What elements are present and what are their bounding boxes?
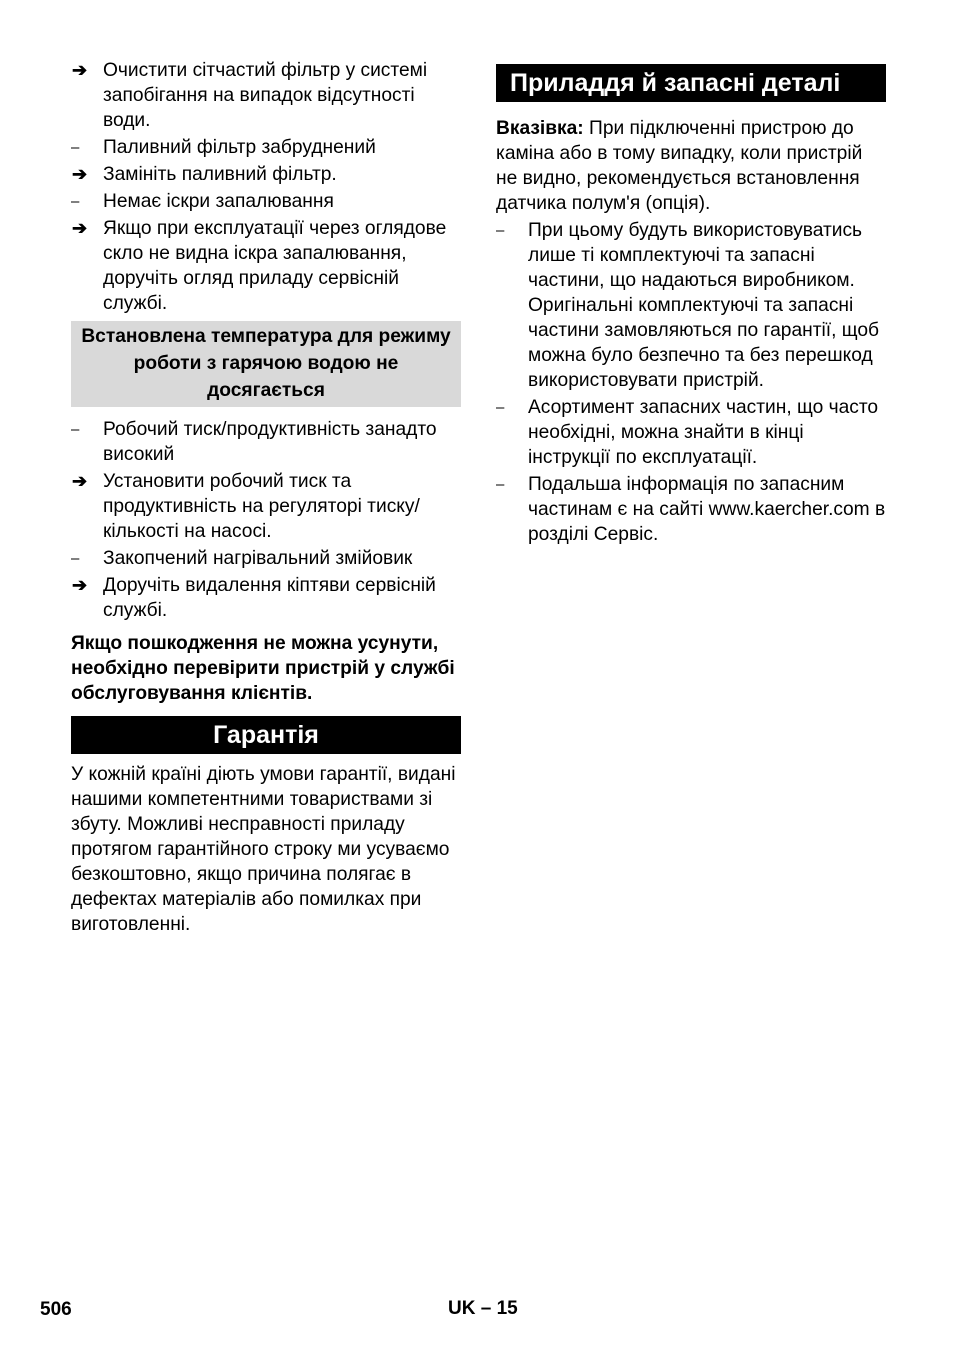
- warranty-text: У кожній країні діють умови гарантії, видані нашими компетентними товариствами зі збуту. Можливі несправності приладу протягом гарантійного строку ми усуваємо безкоштовно, якщо причина полягає в дефектах матеріалів або помилках при виготовленні.: [71, 764, 456, 935]
- dash-bullet-icon: –: [71, 550, 80, 567]
- list-item-text: Установити робочий тиск та продуктивність на регуляторі тиску/кількості на насосі.: [103, 471, 420, 542]
- list-item: [496, 395, 886, 470]
- dash-bullet-icon: –: [496, 399, 505, 416]
- dash-bullet-icon: –: [71, 421, 80, 438]
- list-item: [71, 573, 461, 623]
- arrow-right-icon: ➔: [72, 575, 88, 595]
- list-item-text: Подальша інформація по запасним частинам є на сайті www.kaercher.com в розділі Сервіс.: [528, 474, 886, 545]
- list-item-text: Немає іскри запалювання: [103, 191, 334, 212]
- list-item-text: Доручіть видалення кіптяви сервісній службі.: [103, 575, 436, 621]
- arrow-right-icon: ➔: [72, 60, 88, 80]
- service-note: Якщо пошкодження не можна усунути, необхідно перевірити пристрій у службі обслуговування клієнтів.: [71, 633, 455, 704]
- list-item: [71, 58, 461, 133]
- list-item-text: Якщо при експлуатації через оглядове скло не видна іскра запалювання, доручіть огляд приладу сервісній службі.: [103, 218, 447, 314]
- list-item: [496, 218, 886, 393]
- arrow-right-icon: ➔: [72, 218, 88, 238]
- warranty-heading: Гарантія: [71, 716, 461, 754]
- dash-bullet-icon: –: [71, 193, 80, 210]
- list-item-text: Закопчений нагрівальний змійовик: [103, 548, 413, 569]
- list-item-text: Очистити сітчастий фільтр у системі запобігання на випадок відсутності води.: [103, 60, 428, 131]
- list-item-text: Паливний фільтр забруднений: [103, 137, 376, 158]
- section-heading-temperature: Встановлена температура для режиму роботи з гарячою водою не досягається: [71, 321, 461, 407]
- note-paragraph: [496, 116, 886, 216]
- arrow-right-icon: ➔: [72, 471, 88, 491]
- note-text: При підключенні пристрою до каміна або в тому випадку, коли пристрій не видно, рекомендується встановлення датчика полум'я (опція).: [496, 118, 863, 214]
- right-column: [496, 58, 886, 549]
- left-bottom-list: [71, 417, 461, 623]
- list-item: [71, 189, 461, 214]
- list-item: [496, 472, 886, 547]
- list-item-text: При цьому будуть використовуватись лише ті комплектуючі та запасні частини, що надаються виробником. Оригінальні комплектуючі та запасні частини замовляються по гарантії, щоб можна було безпечно та без перешкод використовувати пристрій.: [528, 220, 880, 391]
- list-item: [71, 417, 461, 467]
- accessories-heading: Приладдя й запасні деталі: [496, 64, 886, 102]
- list-item: [71, 216, 461, 316]
- list-item: [71, 469, 461, 544]
- page-number: 506: [40, 1299, 72, 1320]
- left-top-list: [71, 58, 461, 316]
- left-column: [71, 58, 461, 937]
- list-item-text: Замініть паливний фільтр.: [103, 164, 337, 185]
- list-item-text: Асортимент запасних частин, що часто необхідні, можна знайти в кінці інструкції по експлуатації.: [528, 397, 879, 468]
- dash-bullet-icon: –: [71, 139, 80, 156]
- arrow-right-icon: ➔: [72, 164, 88, 184]
- list-item-text: Робочий тиск/продуктивність занадто високий: [103, 419, 437, 465]
- accessories-list: [496, 218, 886, 547]
- list-item: [71, 546, 461, 571]
- list-item: [71, 135, 461, 160]
- dash-bullet-icon: –: [496, 222, 505, 239]
- list-item: [71, 162, 461, 187]
- page-code: UK – 15: [448, 1298, 518, 1319]
- dash-bullet-icon: –: [496, 476, 505, 493]
- note-label: Вказівка:: [496, 118, 584, 139]
